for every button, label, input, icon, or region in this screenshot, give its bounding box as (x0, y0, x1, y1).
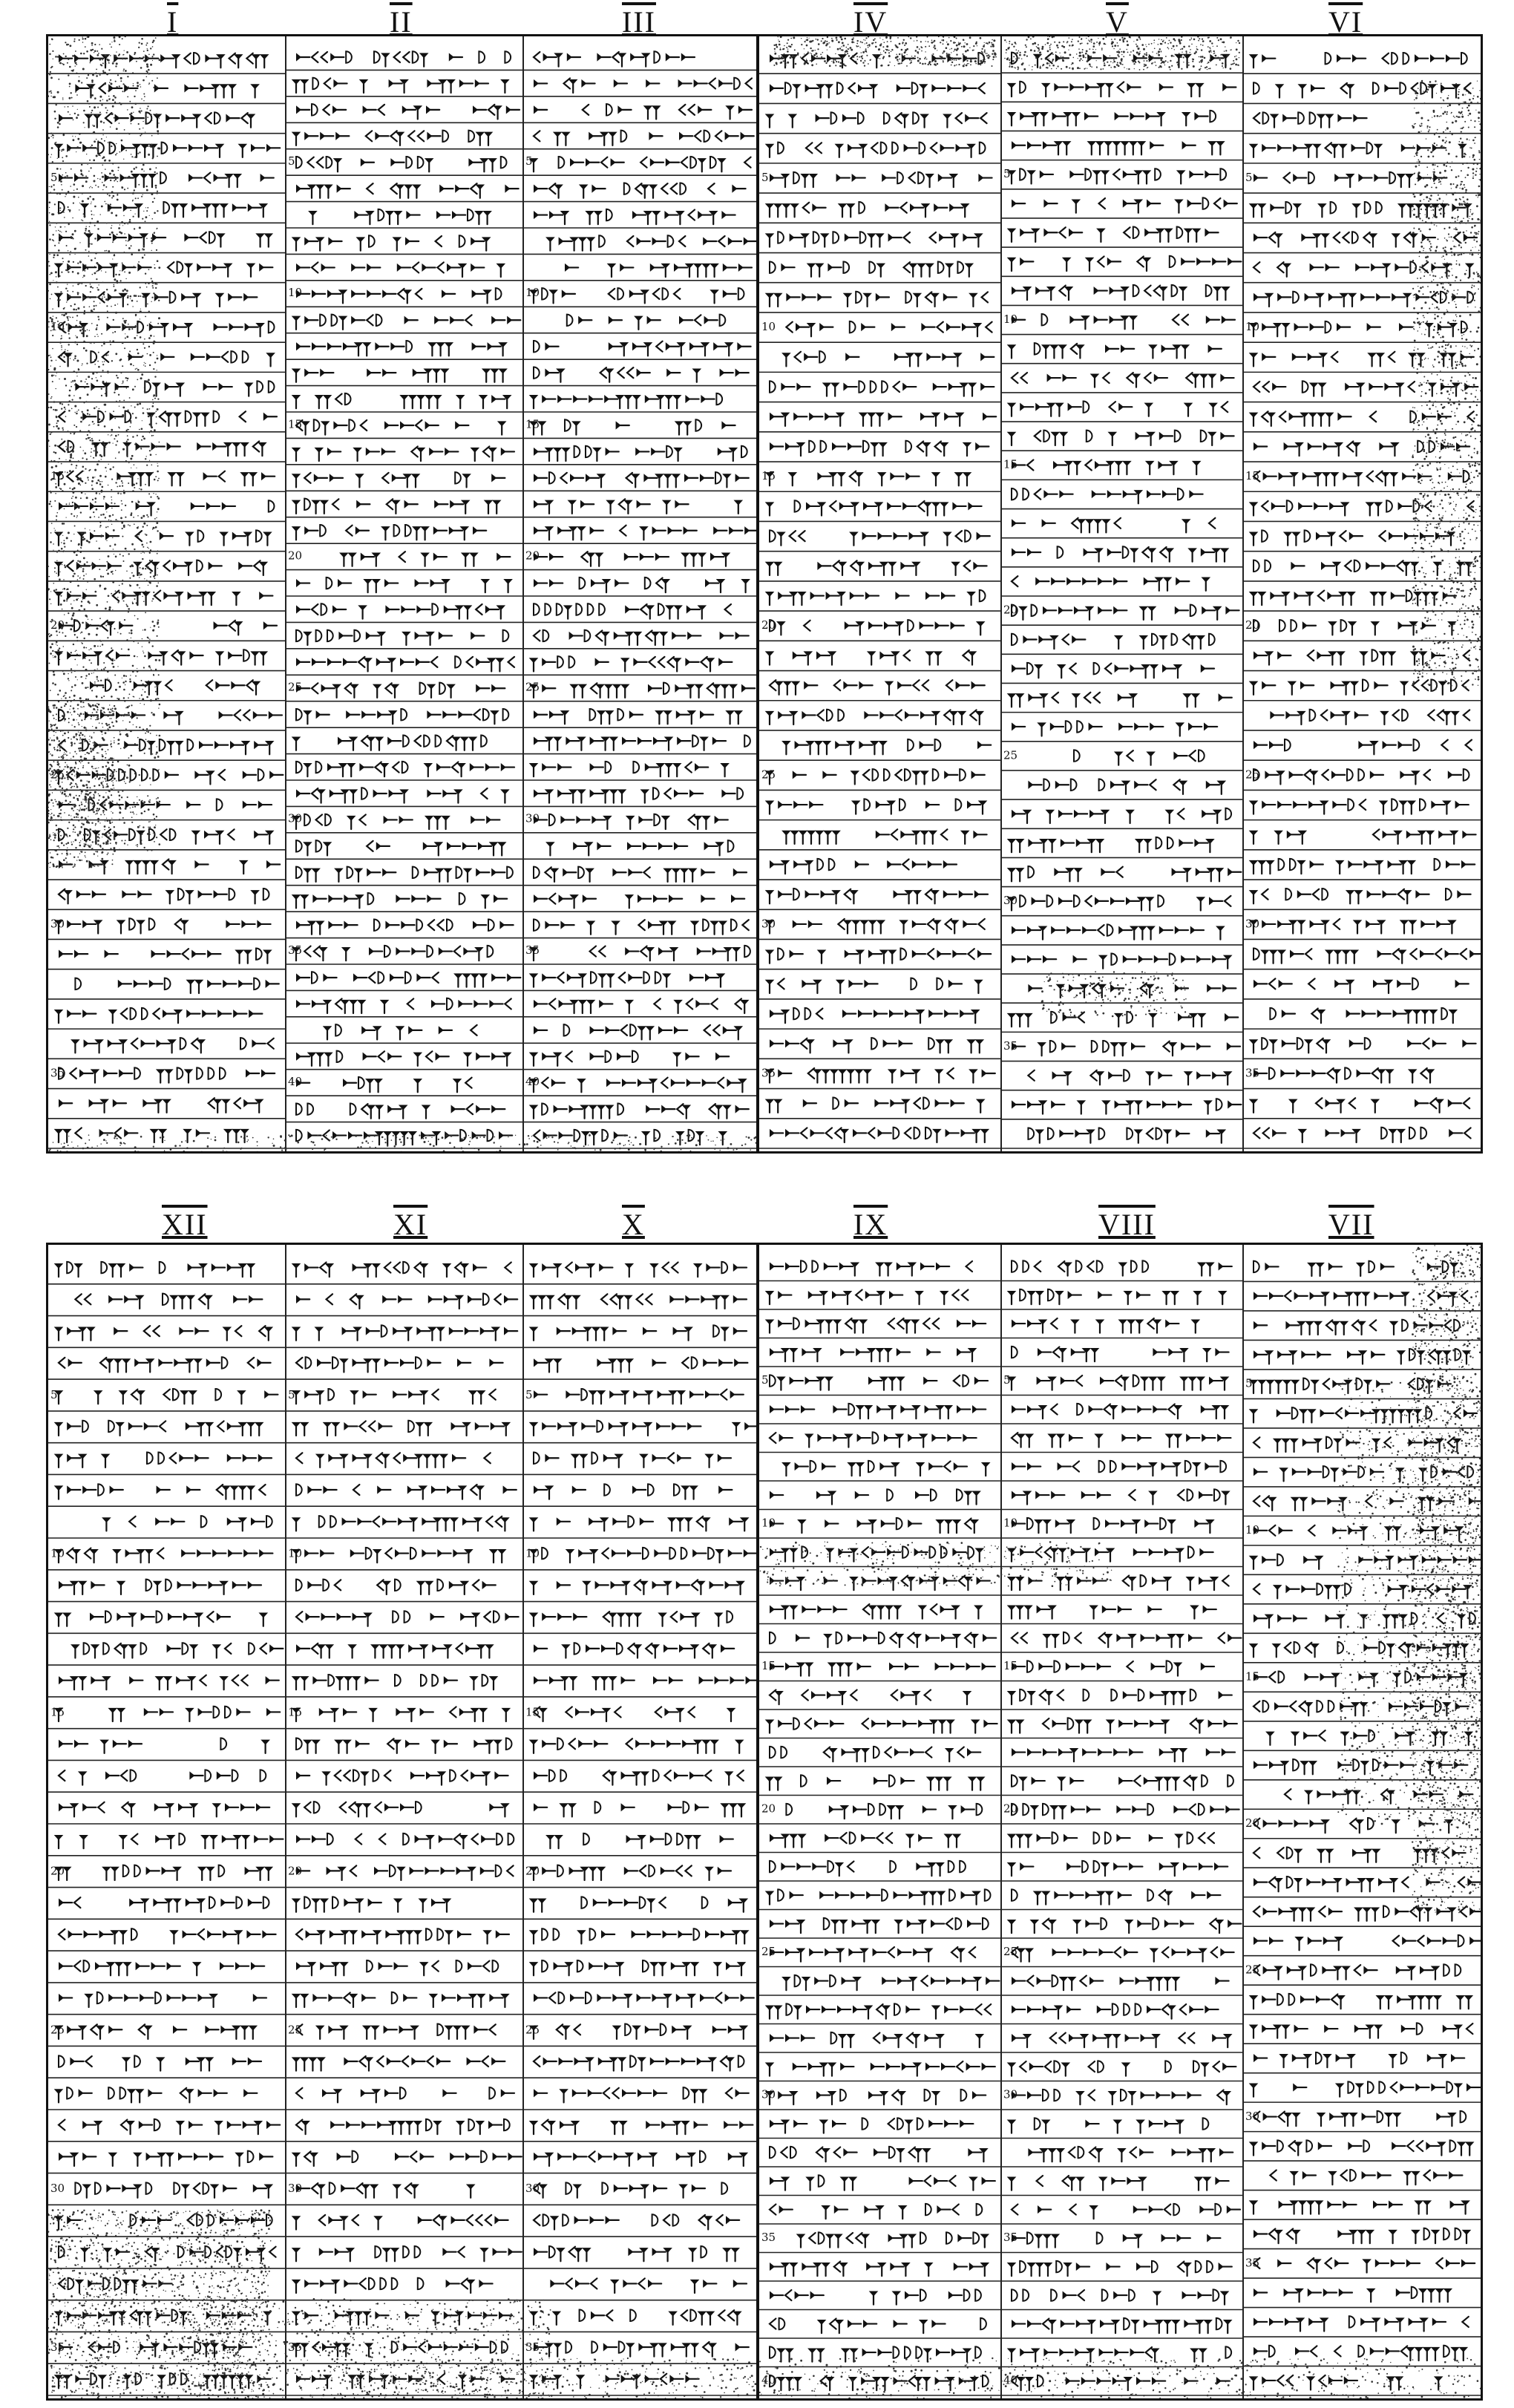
line-number: 5 (288, 154, 295, 168)
line-number: 35 (525, 943, 540, 957)
line-number: 35 (50, 1067, 65, 1080)
line-number: 15 (50, 469, 65, 482)
line-number: 20 (525, 1864, 540, 1877)
line-number: 10 (50, 1547, 65, 1560)
line-number: 10 (288, 286, 302, 299)
column-heading-XI: XI (393, 1207, 427, 1242)
column-heading-IV: IV (853, 4, 888, 39)
line-number: 25 (761, 1945, 776, 1958)
inscription-column-VIII (1001, 1260, 1243, 2395)
line-number: 40 (761, 2374, 776, 2387)
cuneiform-columns-IV-VI (759, 36, 1483, 1154)
line-number: 30 (1245, 2110, 1259, 2123)
line-number: 10 (525, 1547, 540, 1560)
column-heading-X: X (622, 1207, 645, 1242)
column-heading-VIII: VIII (1098, 1207, 1156, 1242)
line-number: 20 (50, 1864, 65, 1877)
line-number: 35 (1245, 1067, 1259, 1080)
line-number: 30 (1245, 917, 1259, 930)
line-number: 40 (525, 1075, 540, 1088)
line-number: 25 (50, 2023, 65, 2036)
inscription-column-VII (1243, 1261, 1483, 2395)
line-number: 5 (1003, 1373, 1011, 1387)
column-heading-V: V (1106, 4, 1129, 39)
inscription-column-VI (1243, 53, 1483, 1148)
tablet-panel-bottom-right (757, 1243, 1483, 2401)
top-tablet-half (0, 0, 1514, 1173)
line-number: 5 (1245, 1377, 1253, 1390)
line-number: 15 (288, 1706, 302, 1719)
inscription-column-II (286, 51, 523, 1148)
line-number: 30 (50, 2182, 65, 2195)
column-heading-VII: VII (1328, 1207, 1374, 1242)
inscription-column-XII (48, 1262, 286, 2395)
line-number: 25 (525, 681, 540, 694)
line-number: 25 (1245, 768, 1259, 781)
line-number: 25 (288, 681, 302, 694)
column-heading-I: I (167, 4, 178, 39)
line-number: 15 (1245, 469, 1259, 482)
line-number: 5 (288, 1388, 295, 1401)
line-number: 15 (761, 469, 776, 482)
line-number: 10 (288, 1547, 302, 1560)
line-number: 5 (50, 1388, 58, 1401)
line-number: 20 (288, 549, 302, 562)
line-number: 15 (288, 417, 302, 431)
line-number: 5 (525, 154, 533, 168)
line-number: 5 (50, 171, 58, 184)
line-number: 30 (1003, 894, 1017, 907)
line-number: 20 (525, 549, 540, 562)
line-number: 10 (525, 286, 540, 299)
line-number: 10 (1003, 313, 1017, 326)
line-number: 15 (525, 1706, 540, 1719)
line-number: 15 (1245, 1670, 1259, 1684)
line-number: 35 (761, 1067, 776, 1080)
line-number: 20 (50, 618, 65, 632)
line-number: 25 (288, 2023, 302, 2036)
line-number: 25 (50, 768, 65, 781)
line-number: 35 (1245, 2256, 1259, 2269)
bottom-tablet-half (0, 1188, 1514, 2408)
cuneiform-columns-IX-VII (759, 1245, 1483, 2401)
line-number: 5 (761, 1373, 769, 1387)
line-number: 35 (50, 2340, 65, 2354)
line-number: 10 (761, 320, 776, 333)
column-heading-XII: XII (162, 1207, 208, 1242)
line-number: 20 (288, 1864, 302, 1877)
inscription-column-IV (759, 53, 1001, 1148)
line-number: 25 (525, 2023, 540, 2036)
line-number: 15 (50, 1706, 65, 1719)
line-number: 35 (1003, 1039, 1017, 1053)
line-number: 15 (1003, 1659, 1017, 1672)
line-number: 10 (1245, 320, 1259, 333)
line-number: 20 (1003, 603, 1017, 617)
line-number: 15 (525, 417, 540, 431)
line-number: 5 (761, 171, 769, 184)
inscription-column-X (523, 1262, 758, 2395)
line-number: 25 (761, 768, 776, 781)
line-number: 35 (761, 2231, 776, 2244)
column-heading-VI: VI (1328, 4, 1363, 39)
line-number: 35 (288, 2340, 302, 2354)
column-heading-III: III (622, 4, 656, 39)
line-number: 30 (1003, 2088, 1017, 2101)
line-number: 35 (1003, 2231, 1017, 2244)
line-number: 30 (761, 2088, 776, 2101)
line-number: 20 (1245, 618, 1259, 632)
line-number: 40 (1003, 2374, 1017, 2387)
line-number: 30 (288, 812, 302, 825)
line-number: 5 (1245, 171, 1253, 184)
line-number: 40 (288, 1075, 302, 1088)
tablet-panel-bottom-left (46, 1243, 758, 2401)
line-number: 30 (525, 812, 540, 825)
column-heading-IX: IX (853, 1207, 888, 1242)
line-number: 5 (525, 1388, 533, 1401)
line-number: 20 (1003, 1802, 1017, 1816)
line-number: 10 (50, 320, 65, 333)
line-number: 10 (1245, 1523, 1259, 1537)
line-number: 30 (525, 2182, 540, 2195)
inscription-column-V (1001, 53, 1243, 1148)
line-number: 20 (1245, 1816, 1259, 1830)
column-heading-II: II (390, 4, 413, 39)
inscription-column-III (523, 51, 758, 1148)
line-number: 25 (1003, 1945, 1017, 1958)
line-number: 30 (761, 917, 776, 930)
line-number: 30 (288, 2182, 302, 2195)
tablet-panel-top-left (46, 34, 758, 1154)
line-number: 15 (1003, 458, 1017, 471)
line-number: 20 (761, 618, 776, 632)
line-number: 10 (1003, 1517, 1017, 1530)
line-number: 20 (761, 1802, 776, 1816)
tablet-panel-top-right (757, 34, 1483, 1154)
line-number: 35 (288, 943, 302, 957)
line-number: 25 (1003, 748, 1017, 762)
line-number: 30 (50, 917, 65, 930)
cuneiform-columns-I-III (48, 36, 758, 1154)
inscription-column-IX (759, 1260, 1001, 2395)
line-number: 5 (1003, 167, 1011, 180)
cuneiform-columns-XII-X (48, 1245, 758, 2401)
line-number: 15 (761, 1659, 776, 1672)
line-number: 35 (525, 2340, 540, 2354)
inscription-column-XI (286, 1262, 523, 2395)
line-number: 10 (761, 1517, 776, 1530)
line-number: 25 (1245, 1963, 1259, 1976)
